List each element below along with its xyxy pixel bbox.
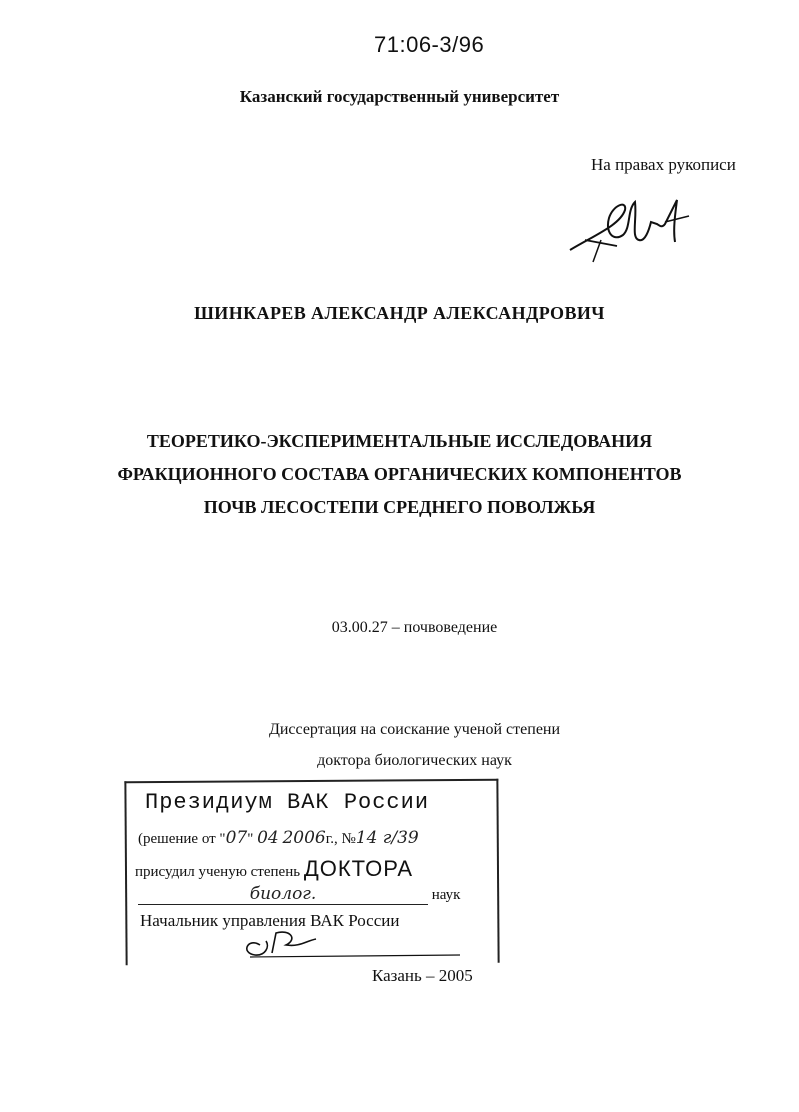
- decision-sep: ": [247, 831, 254, 847]
- science-field-underline: [138, 884, 428, 905]
- science-handwritten: биолог.: [249, 884, 317, 904]
- decision-day: 07: [225, 828, 248, 848]
- dissertation-title: [0, 425, 799, 524]
- degree-statement: [0, 714, 799, 776]
- vak-head-signature-icon: [140, 925, 470, 965]
- degree-line-2: доктора биологических наук: [317, 752, 512, 769]
- decision-month: 04: [257, 828, 279, 848]
- degree-word: ДОКТОРА: [303, 856, 414, 881]
- awarded-label: присудил ученую степень: [135, 864, 301, 880]
- decision-number: 14 г/39: [355, 828, 419, 848]
- decision-prefix: (решение от ": [138, 831, 226, 847]
- decision-year: 2006: [282, 828, 326, 848]
- degree-line-1: Диссертация на соискание ученой степени: [268, 721, 561, 738]
- stamp-science-line: [138, 884, 460, 905]
- specialty-code: 03.00.27 – почвоведение: [331, 619, 498, 636]
- title-line-1: ТЕОРЕТИКО-ЭКСПЕРИМЕНТАЛЬНЫЕ ИССЛЕДОВАНИЯ: [146, 431, 653, 451]
- city-year: Казань – 2005: [372, 966, 473, 985]
- stamp-decision-line: [138, 828, 419, 848]
- archive-code: 71:06-3/96: [374, 32, 485, 57]
- decision-no-label: г., №: [325, 831, 356, 847]
- author-name: ШИНКАРЕВ АЛЕКСАНДР АЛЕКСАНДРОВИЧ: [194, 303, 605, 323]
- stamp-head-label: Начальник управления ВАК России: [140, 911, 400, 930]
- author-signature-icon: [565, 180, 705, 270]
- title-line-3: ПОЧВ ЛЕСОСТЕПИ СРЕДНЕГО ПОВОЛЖЬЯ: [203, 497, 596, 517]
- title-line-2: ФРАКЦИОННОГО СОСТАВА ОРГАНИЧЕСКИХ КОМПОНЕНТОВ: [117, 464, 682, 484]
- science-suffix: наук: [431, 887, 461, 903]
- stamp-awarded-line: [135, 856, 413, 882]
- university-name: Казанский государственный университет: [239, 87, 560, 106]
- stamp-title: Президиум ВАК России: [145, 790, 430, 815]
- rights-note: На правах рукописи: [591, 155, 736, 174]
